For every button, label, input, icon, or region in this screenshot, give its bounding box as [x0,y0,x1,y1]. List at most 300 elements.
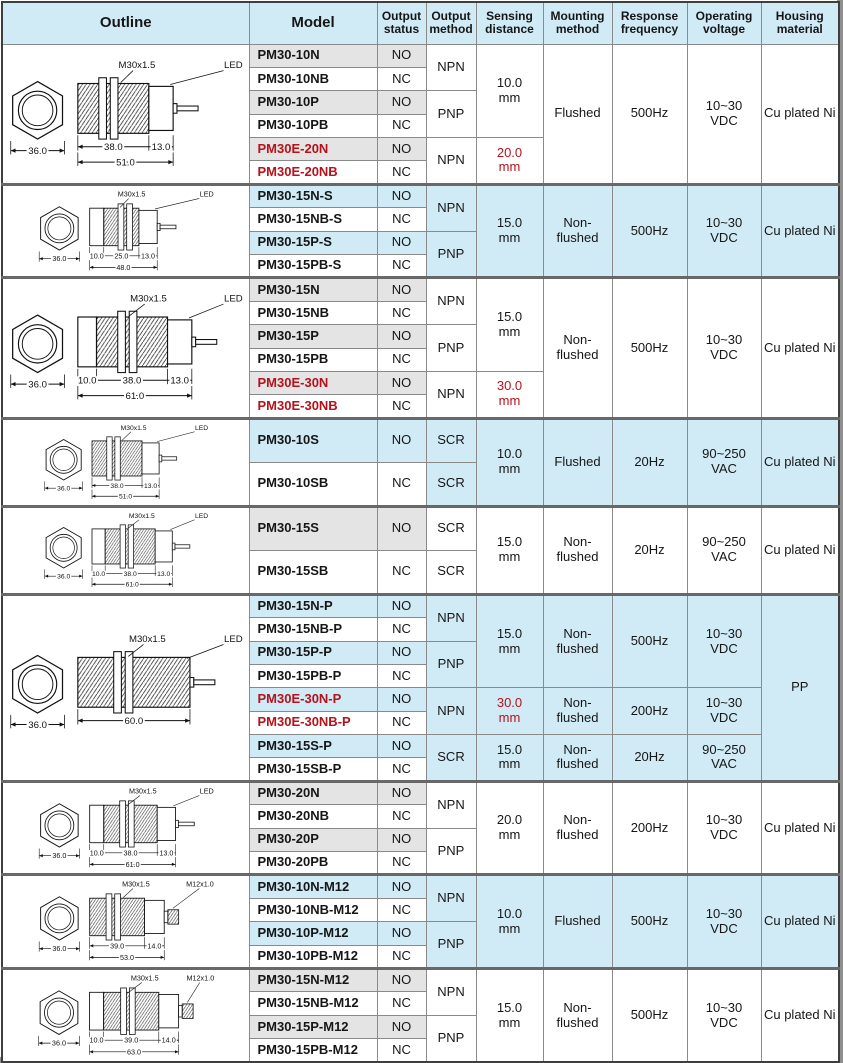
model-cell: PM30-10N-M12 [249,875,377,898]
sensor-front-view [39,804,79,860]
sensing-distance-cell [476,875,543,969]
header-outline: Outline [2,2,249,44]
outline-drawing [5,972,247,1059]
model-cell: PM30-10P [249,91,377,114]
operating-voltage-cell [687,875,761,969]
output-method-cell: NPN [426,781,476,828]
dimension-label: 14.0 [147,941,162,951]
value-line: VDC [710,347,738,363]
sensor-side-view [90,190,214,272]
spec-table [1,1,840,1063]
output-method-cell: PNP [426,325,476,372]
outline-drawing [5,510,247,591]
housing-material-cell: Cu plated Ni [761,44,839,184]
product-group [2,781,839,875]
value-line: VDC [710,920,738,936]
thread-size-label: M30x1.5 [130,973,159,983]
sensor-front-view [45,527,83,580]
value-line: 30.0 [496,695,523,711]
value-line: mm [498,230,521,246]
dimension-label: 10.0 [89,251,104,261]
sensor-front-view [45,439,83,492]
operating-voltage-cell [687,781,761,875]
model-cell: PM30-15N-P [249,594,377,617]
output-method-cell: SCR [426,506,476,550]
model-cell: PM30-15N-M12 [249,969,377,992]
response-frequency-cell: 500Hz [612,278,687,418]
model-cell: PM30-10P-M12 [249,922,377,945]
operating-voltage-cell [687,278,761,418]
outline-drawing [5,281,247,414]
value-line: 20.0 [496,144,523,160]
sensor-front-view [11,81,65,156]
operating-voltage-cell [687,418,761,506]
dimension-label: 36.0 [52,851,67,861]
dimension-label: 39.0 [124,1035,139,1045]
dimension-label: 14.0 [161,1035,176,1045]
dimension-label: 10.0 [89,1035,104,1045]
value-line: 30.0 [496,378,523,394]
output-method-cell: PNP [426,231,476,278]
thread-size-label: M30x1.5 [130,294,167,306]
dimension-label: 53.0 [119,953,134,963]
sensor-side-view [78,294,243,402]
output-method-cell: NPN [426,371,476,418]
header-housing-material: Housing material [761,2,839,44]
model-cell: PM30-10NB [249,67,377,90]
output-status-cell: NC [377,805,426,828]
model-cell: PM30-15SB [249,550,377,594]
thread-size-label: M30x1.5 [128,512,155,520]
model-cell: PM30-15N-S [249,184,377,207]
sensor-front-view [11,655,65,730]
output-status-cell: NO [377,1015,426,1038]
output-status-cell: NC [377,208,426,231]
value-line: 15.0 [496,309,523,325]
output-status-cell: NC [377,852,426,875]
response-frequency-cell: 500Hz [612,44,687,184]
value-line: 10~30 [705,215,743,231]
value-line: 10~30 [705,332,743,348]
output-status-cell: NO [377,418,426,462]
value-line: mm [498,461,521,477]
output-status-cell: NC [377,348,426,371]
output-status-cell: NC [377,550,426,594]
outline-drawing [5,188,247,275]
output-method-cell: NPN [426,44,476,91]
sensing-distance-cell [476,138,543,185]
mounting-method-cell: Flushed [543,44,612,184]
value-line: 10~30 [705,812,743,828]
header-mounting-method: Mounting method [543,2,612,44]
product-group [2,506,839,594]
housing-material-cell: PP [761,594,839,781]
model-cell: PM30E-30NB [249,395,377,418]
output-method-cell: SCR [426,735,476,782]
dimension-label: 36.0 [57,485,71,493]
outline-cell [2,44,249,184]
model-cell: PM30-15NB-P [249,618,377,641]
value-line: 20.0 [496,812,523,828]
operating-voltage-cell [687,184,761,278]
model-cell: PM30-10N [249,44,377,67]
model-cell: PM30-15P-M12 [249,1015,377,1038]
thread-size-label: M30x1.5 [122,880,150,890]
outline-drawing [5,878,247,965]
output-status-cell: NO [377,688,426,711]
housing-material-cell: Cu plated Ni [761,875,839,969]
outline-cell [2,506,249,594]
value-line: 10.0 [496,446,523,462]
value-line: VDC [710,1014,738,1030]
led-label: LED [194,512,209,520]
dimension-label: 61.0 [125,391,145,403]
sensing-distance-cell [476,418,543,506]
value-line: 10.0 [496,905,523,921]
value-line: 10~30 [705,625,743,641]
model-cell: PM30-10S [249,418,377,462]
thread-size-label: M30x1.5 [117,189,146,199]
value-line: 10~30 [705,905,743,921]
operating-voltage-cell [687,506,761,594]
sensor-front-view [39,207,79,263]
header-model: Model [249,2,377,44]
output-status-cell: NO [377,735,426,758]
mounting-method-cell: Non-flushed [543,735,612,782]
value-line: mm [498,920,521,936]
dimension-label: 13.0 [170,376,190,388]
sensing-distance-cell [476,781,543,875]
value-line: 15.0 [496,215,523,231]
output-status-cell: NC [377,1039,426,1062]
value-line: VAC [711,549,737,565]
output-status-cell: NC [377,301,426,324]
value-line: mm [498,324,521,340]
model-cell: PM30E-20N [249,138,377,161]
product-group [2,875,839,969]
response-frequency-cell: 20Hz [612,418,687,506]
output-status-cell: NC [377,462,426,506]
outline-cell [2,594,249,781]
outline-drawing [5,47,247,181]
model-cell: PM30-20P [249,828,377,851]
output-status-cell: NC [377,255,426,278]
operating-voltage-cell [687,594,761,688]
product-group [2,278,839,418]
value-line: VDC [710,827,738,843]
output-method-cell: PNP [426,922,476,969]
dimension-label: 36.0 [28,379,47,391]
connector-thread-label: M12x1.0 [186,973,215,983]
model-cell: PM30-15PB-M12 [249,1039,377,1062]
dimension-label: 38.0 [123,570,137,578]
value-line: 15.0 [496,999,523,1015]
header-row [2,2,839,44]
model-cell: PM30-10SB [249,462,377,506]
response-frequency-cell: 20Hz [612,735,687,782]
response-frequency-cell: 200Hz [612,688,687,735]
dimension-label: 61.0 [125,859,140,869]
sensing-distance-cell [476,278,543,372]
operating-voltage-cell [687,969,761,1063]
dimension-label: 13.0 [144,482,158,490]
response-frequency-cell: 200Hz [612,781,687,875]
product-group [2,594,839,781]
outline-cell [2,418,249,506]
model-cell: PM30E-30N-P [249,688,377,711]
output-method-cell: SCR [426,550,476,594]
dimension-label: 13.0 [159,848,174,858]
outline-cell [2,875,249,969]
housing-material-cell: Cu plated Ni [761,184,839,278]
output-status-cell: NO [377,325,426,348]
model-cell: PM30-15NB-S [249,208,377,231]
model-cell: PM30-15PB-P [249,664,377,687]
dimension-label: 36.0 [51,1038,67,1048]
operating-voltage-cell [687,688,761,735]
output-status-cell: NC [377,114,426,137]
mounting-method-cell: Non-flushed [543,688,612,735]
sensor-side-view [92,513,208,589]
led-label: LED [224,294,243,306]
model-cell: PM30E-20NB [249,161,377,184]
model-cell: PM30-15NB [249,301,377,324]
sensing-distance-cell [476,184,543,278]
dimension-label: 38.0 [122,376,142,388]
output-status-cell: NC [377,67,426,90]
sensor-side-view [78,634,243,727]
led-label: LED [199,786,214,796]
mounting-method-cell: Non-flushed [543,184,612,278]
value-line: VDC [710,710,738,726]
response-frequency-cell: 500Hz [612,184,687,278]
value-line: VDC [710,640,738,656]
output-method-cell: NPN [426,594,476,641]
model-cell: PM30-20NB [249,805,377,828]
sensing-distance-cell [476,44,543,138]
dimension-label: 10.0 [77,376,97,388]
model-cell: PM30-10NB-M12 [249,898,377,921]
output-method-cell: NPN [426,138,476,185]
value-line: 90~250 [702,534,746,550]
outline-drawing [5,785,247,872]
dimension-label: 63.0 [126,1047,142,1057]
dimension-label: 39.0 [110,941,125,951]
housing-material-cell: Cu plated Ni [761,506,839,594]
sensing-distance-cell [476,735,543,782]
output-method-cell: SCR [426,462,476,506]
model-cell: PM30-10PB-M12 [249,945,377,968]
model-cell: PM30-15SB-P [249,758,377,781]
thread-size-label: M30x1.5 [128,633,166,645]
response-frequency-cell: 500Hz [612,594,687,688]
housing-material-cell: Cu plated Ni [761,969,839,1063]
led-label: LED [194,424,209,432]
value-line: mm [498,1014,521,1030]
mounting-method-cell: Non-flushed [543,278,612,418]
mounting-method-cell: Non-flushed [543,781,612,875]
value-line: 15.0 [496,534,523,550]
output-method-cell: SCR [426,418,476,462]
output-status-cell: NO [377,371,426,394]
value-line: mm [498,756,521,772]
value-line: mm [498,89,521,105]
header-operating-voltage: Operating voltage [687,2,761,44]
model-cell: PM30-15N [249,278,377,301]
value-line: 10~30 [705,695,743,711]
output-method-cell: PNP [426,1015,476,1062]
model-cell: PM30-15P-P [249,641,377,664]
model-cell: PM30-15P-S [249,231,377,254]
dimension-label: 61.0 [125,581,139,589]
model-cell: PM30-20PB [249,852,377,875]
dimension-label: 36.0 [57,573,71,581]
dimension-label: 13.0 [141,251,156,261]
model-cell: PM30-10PB [249,114,377,137]
dimension-label: 36.0 [52,944,67,954]
model-cell: PM30-15S-P [249,735,377,758]
operating-voltage-cell [687,44,761,184]
model-cell: PM30-15S [249,506,377,550]
output-status-cell: NC [377,618,426,641]
operating-voltage-cell [687,735,761,782]
value-line: mm [498,393,521,409]
output-method-cell: PNP [426,828,476,875]
dimension-label: 13.0 [157,570,171,578]
header-output-status: Output status [377,2,426,44]
sensor-front-view [39,897,79,953]
output-status-cell: NO [377,506,426,550]
output-status-cell: NO [377,922,426,945]
value-line: mm [498,549,521,565]
dimension-label: 60.0 [124,715,144,727]
product-group [2,184,839,278]
response-frequency-cell: 20Hz [612,506,687,594]
dimension-label: 51.0 [118,493,133,501]
value-line: mm [498,710,521,726]
output-status-cell: NC [377,945,426,968]
value-line: 90~250 [702,446,746,462]
dimension-label: 48.0 [116,262,131,272]
value-line: mm [498,640,521,656]
outline-cell [2,781,249,875]
output-status-cell: NO [377,875,426,898]
housing-material-cell: Cu plated Ni [761,278,839,418]
output-method-cell: PNP [426,641,476,688]
model-cell: PM30-15PB [249,348,377,371]
header-sensing-distance: Sensing distance [476,2,543,44]
output-status-cell: NO [377,641,426,664]
dimension-label: 10.0 [89,848,104,858]
led-label: LED [199,189,214,199]
response-frequency-cell: 500Hz [612,875,687,969]
output-status-cell: NC [377,758,426,781]
value-line: 15.0 [496,741,523,757]
dimension-label: 25.0 [114,251,129,261]
product-group [2,969,839,1063]
sensor-side-view [78,60,243,168]
model-cell: PM30-15PB-S [249,255,377,278]
sensor-side-view [90,880,214,962]
dimension-label: 38.0 [104,141,123,153]
outline-cell [2,184,249,278]
value-line: 15.0 [496,625,523,641]
value-line: mm [498,827,521,843]
dimension-label: 36.0 [28,719,47,731]
sensor-front-view [11,315,65,390]
sensor-side-view [90,787,214,869]
output-status-cell: NO [377,781,426,804]
output-method-cell: NPN [426,969,476,1016]
connector-thread-label: M12x1.0 [186,880,214,890]
output-method-cell: NPN [426,184,476,231]
output-status-cell: NO [377,278,426,301]
value-line: VDC [710,112,738,128]
output-status-cell: NO [377,91,426,114]
outline-cell [2,278,249,418]
dimension-label: 51.0 [116,156,135,168]
output-status-cell: NC [377,711,426,734]
output-status-cell: NC [377,664,426,687]
output-status-cell: NO [377,138,426,161]
output-status-cell: NO [377,594,426,617]
dimension-label: 13.0 [151,141,171,153]
outline-drawing [5,422,247,503]
thread-size-label: M30x1.5 [129,786,157,796]
dimension-label: 36.0 [52,254,67,264]
sensing-distance-cell [476,506,543,594]
mounting-method-cell: Flushed [543,875,612,969]
led-label: LED [224,633,243,645]
model-cell: PM30-15NB-M12 [249,992,377,1015]
dimension-label: 38.0 [110,482,124,490]
sensing-distance-cell [476,969,543,1063]
model-cell: PM30-15P [249,325,377,348]
output-status-cell: NC [377,395,426,418]
response-frequency-cell: 500Hz [612,969,687,1063]
value-line: 10.0 [496,74,523,90]
value-line: VAC [711,756,737,772]
product-group [2,44,839,184]
header-output-method: Output method [426,2,476,44]
mounting-method-cell: Non-flushed [543,594,612,688]
outline-drawing [5,598,247,778]
sensing-distance-cell [476,371,543,418]
value-line: 10~30 [705,97,743,113]
output-status-cell: NO [377,44,426,67]
value-line: mm [498,159,521,175]
output-status-cell: NC [377,161,426,184]
value-line: VAC [711,461,737,477]
output-method-cell: NPN [426,875,476,922]
output-status-cell: NO [377,969,426,992]
mounting-method-cell: Non-flushed [543,506,612,594]
sensor-side-view [92,425,208,501]
led-label: LED [224,59,243,71]
value-line: 10~30 [705,999,743,1015]
output-method-cell: NPN [426,278,476,325]
output-method-cell: NPN [426,688,476,735]
output-method-cell: PNP [426,91,476,138]
product-group [2,418,839,506]
output-status-cell: NO [377,828,426,851]
dimension-label: 36.0 [28,145,47,157]
sensing-distance-cell [476,594,543,688]
thread-size-label: M30x1.5 [118,59,156,71]
model-cell: PM30E-30NB-P [249,711,377,734]
dimension-label: 38.0 [123,848,138,858]
output-status-cell: NC [377,898,426,921]
